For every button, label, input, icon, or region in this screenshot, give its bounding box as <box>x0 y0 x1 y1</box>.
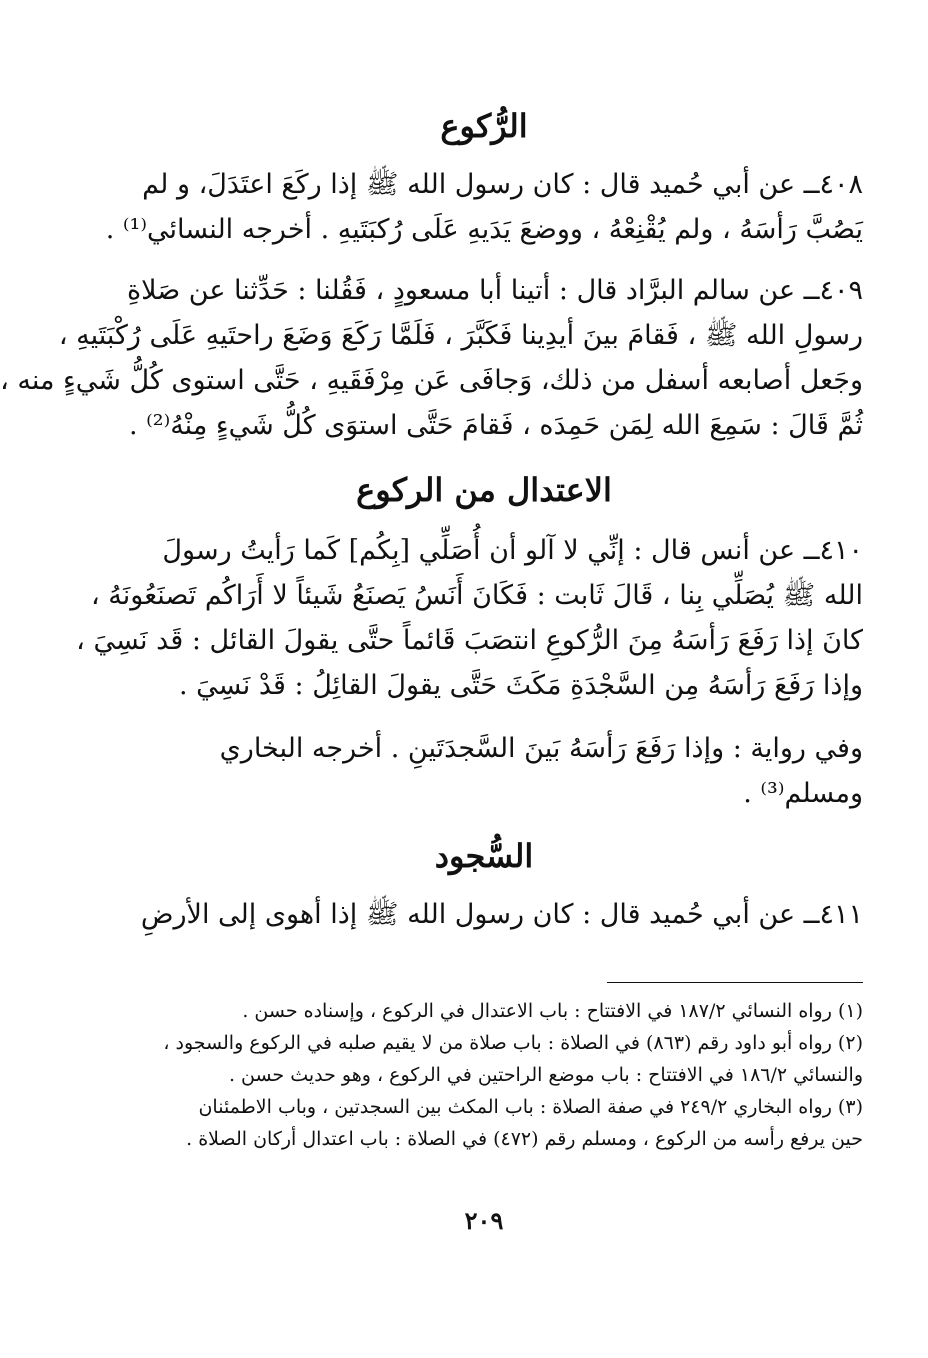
footnote-3-continued: حين يرفع رأسه من الركوع ، ومسلم رقم (٤٧٢) في الصلاة : باب اعتدال أركان الصلاة . <box>186 1128 863 1150</box>
hadith-410-line-4: وإذا رَفَعَ رَأسَهُ مِن السَّجْدَةِ مَكَثَ حَتَّى يقولَ القائِلُ : قَدْ نَسِيَ . <box>179 670 863 701</box>
heading-ruku: الرُّكوع <box>440 107 528 145</box>
hadith-408 <box>105 162 863 252</box>
hadith-408-line-1: ٤٠٨ــ عن أبي حُميد قال : كان رسول الله ﷺ إذا ركَعَ اعتَدَلَ، و لم <box>142 169 863 200</box>
hadith-411 <box>105 892 863 937</box>
hadith-408-line-2: يَصُبَّ رَأسَهُ ، ولم يُقْنِعْهُ ، ووضعَ يَدَيهِ عَلَى رُكبَتَيهِ . أخرجه النسائي⁽¹⁾ . <box>105 214 863 245</box>
heading-sujud: السُّجود <box>434 837 534 875</box>
hadith-409-line-4: ثُمَّ قَالَ : سَمِعَ الله لِمَن حَمِدَه ، فَقامَ حَتَّى استوَى كُلُّ شَيءٍ مِنْهُ⁽²⁾ . <box>128 410 863 441</box>
riwaya-line-1: وفي رواية : وإذا رَفَعَ رَأسَهُ بَينَ السَّجدَتَينِ . أخرجه البخاري <box>219 733 863 764</box>
heading-itidal: الاعتدال من الركوع <box>356 471 612 509</box>
footnote-2-continued: والنسائي ١٨٦/٢ في الافتتاح : باب موضع الراحتين في الركوع ، وهو حديث حسن . <box>228 1064 863 1086</box>
hadith-410-line-3: كانَ إذا رَفَعَ رَأسَهُ مِنَ الرُّكوعِ انتصَبَ قَائماً حتَّى يقولَ القائل : قَد نَسِيَ ، <box>76 625 863 656</box>
hadith-410-line-2: الله ﷺ يُصَلِّي بِنا ، قَالَ ثَابت : فَكَانَ أَنَسُ يَصنَعُ شَيئاً لا أَرَاكُم تَصنَعُونَهُ ، <box>90 580 863 611</box>
footnotes <box>105 995 863 1155</box>
footnote-2: (٢) رواه أبو داود رقم (٨٦٣) في الصلاة : باب صلاة من لا يقيم صلبه في الركوع والسجود ، <box>163 1032 863 1054</box>
hadith-410 <box>76 528 863 708</box>
footnote-3: (٣) رواه البخاري ٢٤٩/٢ في صفة الصلاة : باب المكث بين السجدتين ، وباب الاطمئنان <box>198 1096 863 1118</box>
hadith-409-line-2: رسولِ الله ﷺ ، فَقامَ بينَ أيدِينا فَكَبَّرَ ، فَلَمَّا رَكَعَ وَضَعَ راحتَيهِ عَلَى رُكْبَتَيهِ ، <box>58 320 863 351</box>
riwaya-line-2: ومسلم⁽³⁾ . <box>743 778 863 809</box>
hadith-410-line-1: ٤١٠ــ عن أنس قال : إنِّي لا آلو أن أُصَلِّي [بِكُم] كَما رَأيتُ رسولَ <box>162 535 863 566</box>
hadith-409 <box>0 268 863 448</box>
page-number: ٢٠٩ <box>464 1206 504 1235</box>
hadith-409-line-1: ٤٠٩ــ عن سالم البرَّاد قال : أتينا أبا مسعودٍ ، فَقُلنا : حَدِّثنا عن صَلاةِ <box>127 275 863 306</box>
hadith-409-line-3: وجَعل أصابعه أسفل من ذلك، وَجافَى عَن مِرْفَقَيهِ ، حَتَّى استوى كُلُّ شَيءٍ منه ، <box>0 365 863 396</box>
riwaya <box>105 726 863 816</box>
footnote-separator <box>607 982 863 983</box>
hadith-411-line-1: ٤١١ــ عن أبي حُميد قال : كان رسول الله ﷺ إذا أهوى إلى الأرضِ <box>140 899 863 930</box>
footnote-1: (١) رواه النسائي ١٨٧/٢ في الافتتاح : باب الاعتدال في الركوع ، وإسناده حسن . <box>242 1000 863 1022</box>
